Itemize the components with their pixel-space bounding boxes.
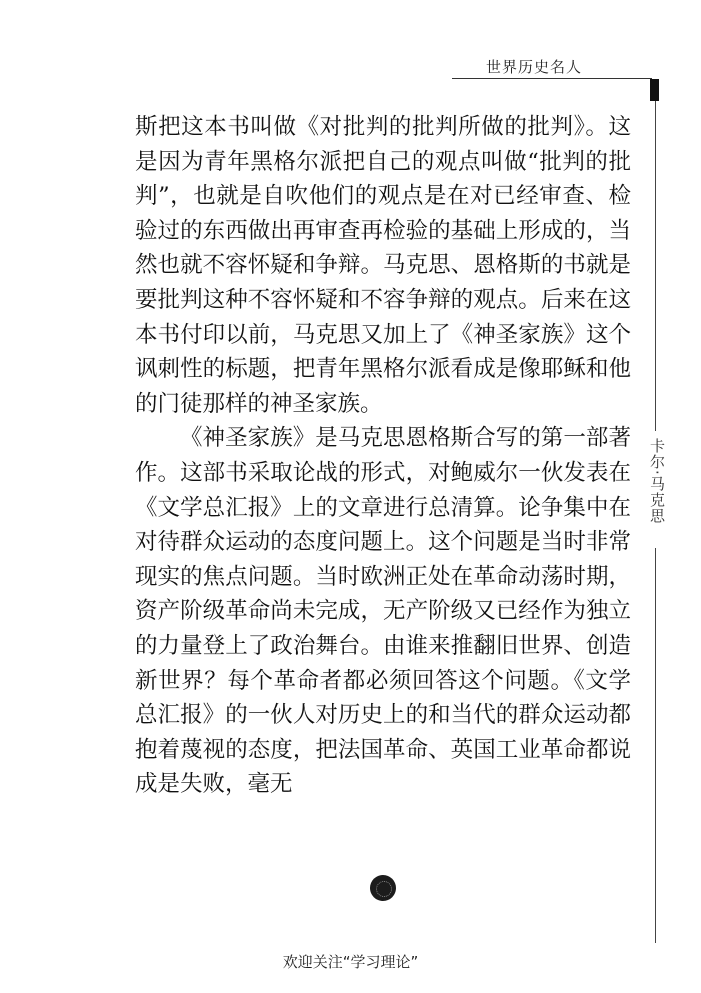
side-chapter-label: 卡尔·马克思: [648, 438, 666, 524]
body-text: [135, 110, 631, 802]
paragraph-continued: 斯把这本书叫做《对批判的批判所做的批判》。这是因为青年黑格尔派把自己的观点叫做“批判的批判”，也就是自吹他们的观点是在对已经审查、检验过的东西做出再审查再检验的基础上形成的，当然也就不容怀疑和争辩。马克思、恩格斯的书就是要批判这种不容怀疑和不容争辩的观点。后来在这本书付印以前，马克思又加上了《神圣家族》这个讽刺性的标题，把青年黑格尔派看成是像耶稣和他的门徒那样的神圣家族。: [135, 114, 631, 417]
side-rule-bottom: [655, 548, 656, 943]
paragraph: 《神圣家族》是马克思恩格斯合写的第一部著作。这部书采取论战的形式，对鲍威尔一伙发表在《文学总汇报》上的文章进行总清算。论争集中在对待群众运动的态度问题上。这个问题是当时非常现实的焦点问题。当时欧洲正处在革命动荡时期，资产阶级革命尚未完成，无产阶级又已经作为独立的力量登上了政治舞台。由谁来推翻旧世界、创造新世界？每个革命者都必须回答这个问题。《文学总汇报》的一伙人对历史上的和当代的群众运动都抱着蔑视的态度，把法国革命、英国工业革命都说成是失败，毫无: [135, 425, 631, 798]
header-rule: [452, 78, 652, 79]
page-ornament-icon: [370, 875, 396, 901]
series-title: 世界历史名人: [486, 58, 583, 76]
side-rule-top: [655, 101, 656, 431]
header-marker-block: [650, 79, 659, 101]
footer-note: 欢迎关注“学习理论”: [282, 953, 419, 971]
